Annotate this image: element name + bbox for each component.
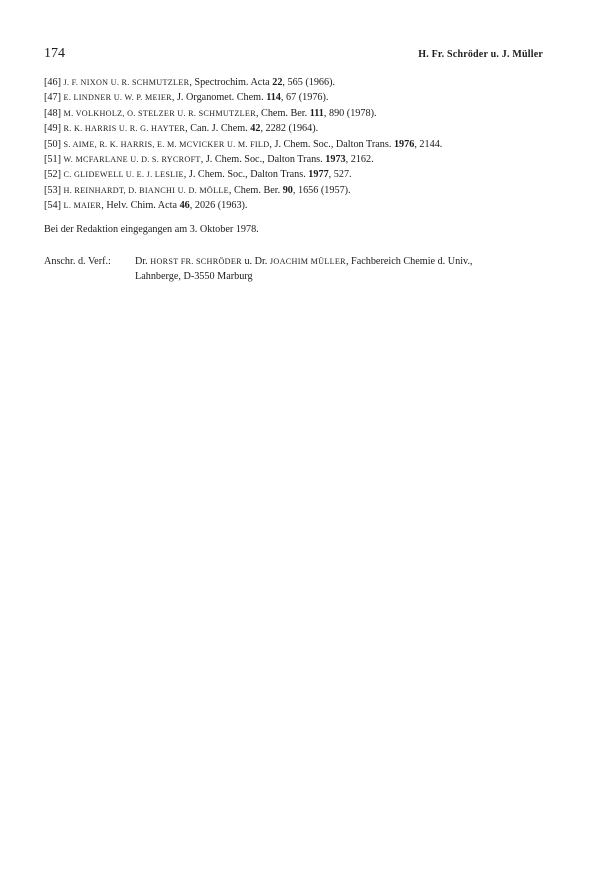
reference-authors: J. F. NIXON U. R. SCHMUTZLER xyxy=(63,78,190,87)
reference-pages-year: , 890 (1978). xyxy=(323,107,377,119)
reference-number: [51] xyxy=(44,154,61,166)
address-institution: , Fachbereich Chemie d. Univ., xyxy=(345,256,473,267)
reference-pages-year: , 2282 (1964). xyxy=(260,123,319,135)
page-header xyxy=(44,46,543,62)
reference-number: [46] xyxy=(44,77,61,88)
reference-volume: 1977 xyxy=(308,169,329,181)
reference-authors: S. AIME, R. K. HARRIS, E. M. MCVICKER U. M. FILD xyxy=(63,139,270,149)
reference-volume: 1976 xyxy=(393,138,415,150)
author-name: JOACHIM MÜLLER xyxy=(269,257,346,266)
reference-number: [47] xyxy=(44,92,61,104)
reference-list xyxy=(44,75,549,214)
address-label: Anschr. d. Verf.: xyxy=(44,256,111,267)
address-line xyxy=(135,254,550,269)
running-head: H. Fr. Schröder u. J. Müller xyxy=(418,49,543,60)
reference-authors: R. K. HARRIS U. R. G. HAYTER xyxy=(63,124,186,134)
reference-number: [50] xyxy=(44,138,61,150)
reference-number: [54] xyxy=(44,200,61,212)
reference-volume: 111 xyxy=(309,107,324,119)
reference-number: [52] xyxy=(44,169,61,181)
reference-number: [53] xyxy=(44,184,61,196)
reference-volume: 42 xyxy=(250,123,261,135)
reference-volume: 46 xyxy=(179,200,190,212)
reference-pages-year: , 565 (1966). xyxy=(282,77,336,88)
reference-item xyxy=(44,75,549,90)
reference-journal: , J. Chem. Soc., Dalton Trans. xyxy=(183,169,309,181)
reference-item xyxy=(44,90,549,105)
reference-journal: , Can. J. Chem. xyxy=(185,123,251,135)
reference-pages-year: , 67 (1976). xyxy=(280,92,329,104)
reference-item xyxy=(44,121,549,136)
reference-item xyxy=(44,152,549,167)
reference-authors: M. VOLKHOLZ, O. STELZER U. R. SCHMUTZLER xyxy=(63,108,256,118)
address-title: Dr. xyxy=(135,256,151,267)
reference-number: [49] xyxy=(44,123,61,135)
reference-pages-year: , 2162. xyxy=(345,154,374,166)
reference-number: [48] xyxy=(44,107,61,119)
received-note: Bei der Redaktion eingegangen am 3. Oktober 1978. xyxy=(44,224,259,235)
reference-authors: H. REINHARDT, D. BIANCHI U. D. MÖLLE xyxy=(63,185,229,195)
reference-item xyxy=(44,167,549,182)
reference-journal: , Chem. Ber. xyxy=(255,107,310,119)
reference-authors: L. MAIER xyxy=(63,201,102,211)
reference-item xyxy=(44,106,549,121)
reference-volume: 90 xyxy=(282,184,293,196)
reference-volume: 114 xyxy=(266,92,281,104)
address-line: Lahnberge, D-3550 Marburg xyxy=(135,271,253,283)
address-connector: u. Dr. xyxy=(241,256,270,267)
reference-pages-year: , 1656 (1957). xyxy=(292,184,351,196)
reference-volume: 1973 xyxy=(325,154,346,166)
reference-pages-year: , 527. xyxy=(328,169,352,181)
reference-pages-year: , 2026 (1963). xyxy=(189,200,248,212)
reference-item xyxy=(44,198,549,213)
reference-journal: , J. Chem. Soc., Dalton Trans. xyxy=(269,138,394,150)
author-name: HORST FR. SCHRÖDER xyxy=(150,257,242,266)
reference-item xyxy=(44,183,549,198)
address-text xyxy=(135,254,550,284)
reference-journal: , Spectrochim. Acta xyxy=(189,77,273,88)
reference-journal: , J. Organomet. Chem. xyxy=(171,92,267,104)
reference-journal: , Helv. Chim. Acta xyxy=(101,200,180,212)
reference-journal: , J. Chem. Soc., Dalton Trans. xyxy=(200,154,326,166)
reference-pages-year: , 2144. xyxy=(414,138,443,150)
reference-journal: , Chem. Ber. xyxy=(228,184,283,196)
reference-authors: W. MCFARLANE U. D. S. RYCROFT xyxy=(63,155,201,165)
reference-authors: E. LINDNER U. W. P. MEIER xyxy=(63,93,172,103)
reference-authors: C. GLIDEWELL U. E. J. LESLIE xyxy=(63,170,184,180)
reference-volume: 22 xyxy=(272,77,283,88)
page-number: 174 xyxy=(44,46,65,61)
reference-item xyxy=(44,137,549,152)
